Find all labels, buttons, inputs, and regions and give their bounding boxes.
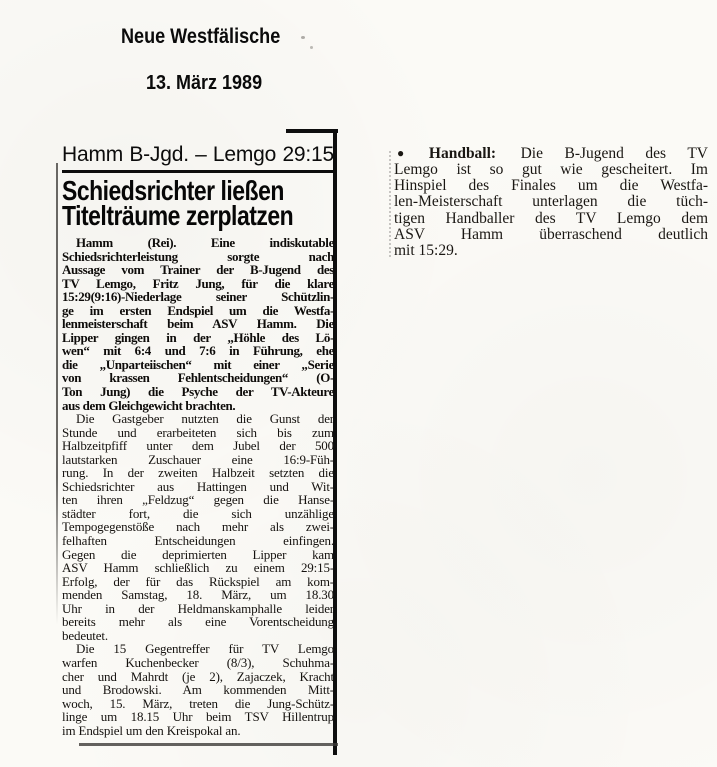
body-line: cher und Mahrdt (je 2), Zajaczek, Kracht	[62, 668, 334, 684]
body-line: Die 15 Gegentreffer für TV Lemgo	[76, 641, 334, 657]
body-line: 15:29(9:16)-Niederlage seiner Schützlin-	[62, 289, 334, 305]
article-body	[62, 236, 334, 737]
body-line: ten ihren „Feldzug“ gegen die Hanse-	[62, 492, 334, 508]
body-line: TV Lemgo, Fritz Jung, für die klare	[62, 275, 334, 291]
body-line: aus dem Gleichgewicht brachten.	[62, 397, 236, 413]
body-line: ASV Hamm schließlich zu einem 29:15-	[62, 560, 334, 576]
body-line: lautstarken Zuschauer eine 16:9-Füh-	[62, 451, 334, 467]
body-line: städter fort, die sich unzählige	[62, 505, 334, 521]
body-line: ge im ersten Endspiel um die Westfa-	[62, 302, 334, 318]
bullet-icon: ●	[397, 146, 422, 160]
article-paragraph	[62, 642, 334, 737]
body-line: felhaften Entscheidungen einfingen.	[62, 533, 334, 549]
article-bottom-rule	[79, 743, 338, 746]
article-kicker: Hamm B-Jgd. – Lemgo 29:15	[62, 143, 334, 173]
body-line: rung. In der zweiten Halbzeit setzten die	[62, 465, 334, 481]
body-line: im Endspiel um den Kreispokal an.	[62, 722, 241, 738]
article-top-rule	[286, 129, 338, 133]
note-lead-label: Handball:	[428, 145, 497, 162]
article	[62, 143, 334, 737]
note-line: tigen Handballer des TV Lemgo dem	[394, 209, 708, 227]
body-line: wen“ mit 6:4 und 7:6 in Führung, ehe	[62, 343, 334, 359]
headline-line: Schiedsrichter ließen	[62, 175, 284, 206]
note-line: len-Meisterschaft unterlagen die tüch-	[394, 193, 708, 211]
body-line: Schiedsrichter aus Hattingen und Wit-	[62, 478, 334, 494]
body-line: Halbzeitpfiff unter dem Jubel der 500	[62, 438, 334, 454]
body-line: linge um 18.15 Uhr beim TSV Hillentrup	[62, 709, 334, 725]
body-line: und Brodowski. Am kommenden Mitt-	[62, 682, 334, 698]
scan-speck	[301, 36, 305, 39]
article-left-rule	[56, 163, 58, 625]
body-line: Aussage vom Trainer der B-Jugend des	[62, 262, 334, 278]
body-line: Lipper gingen in der „Höhle des Lö-	[62, 329, 334, 345]
body-line: Ton Jung) die Psyche der TV-Akteure	[62, 384, 334, 400]
article-paragraph	[62, 412, 334, 642]
body-line: menden Samstag, 18. März, um 18.30	[62, 587, 334, 603]
scan-speck	[310, 46, 313, 49]
note-line: Lemgo ist so gut wie gescheitert. Im	[394, 161, 708, 179]
body-line: von krassen Fehlentscheidungen“ (O-	[62, 370, 334, 386]
scan-artifact-line	[389, 151, 391, 257]
body-line: Tempogegenstöße nach mehr als zwei-	[62, 519, 334, 535]
body-line: Die Gastgeber nutzten die Gunst der	[76, 411, 334, 427]
note-first-line	[394, 146, 708, 162]
body-line: die „Unparteiischen“ mit einer „Serie	[62, 356, 334, 372]
body-line: Uhr in der Heldmanskamphalle leider	[62, 600, 334, 616]
body-line: bereits mehr als eine Vorentscheidung	[62, 614, 334, 630]
body-line: lenmeisterschaft beim ASV Hamm. Die	[62, 316, 334, 332]
body-line: bedeutet.	[62, 627, 108, 643]
note-line: ASV Hamm überraschend deutlich	[394, 225, 708, 243]
body-line: Hamm (Rei). Eine indiskutable	[76, 235, 334, 250]
article-headline	[62, 175, 334, 231]
article-paragraph	[62, 236, 334, 412]
note-line: Hinspiel des Finales um die Westfa-	[394, 177, 708, 195]
publication-date: 13. März 1989	[146, 72, 263, 94]
body-line: woch, 15. März, treten die Jung-Schütz-	[62, 695, 334, 711]
body-line: warfen Kuchenbecker (8/3), Schuhma-	[62, 654, 334, 670]
publication-name: Neue Westfälische	[121, 25, 281, 48]
body-line: Stunde und erarbeiteten sich bis zum	[62, 424, 334, 440]
news-brief	[394, 146, 708, 259]
body-line: Erfolg, der für das Rückspiel am kom-	[62, 573, 334, 589]
note-line: mit 15:29.	[394, 241, 458, 259]
headline-line: Titelträume zerplatzen	[62, 200, 294, 231]
note-lines	[394, 162, 708, 259]
body-line: Schiedsrichterleistung sorgte nach	[62, 248, 334, 264]
note-first-line-text: Die B-Jugend des TV	[520, 145, 708, 162]
body-line: Gegen die deprimierten Lipper kam	[62, 546, 334, 562]
